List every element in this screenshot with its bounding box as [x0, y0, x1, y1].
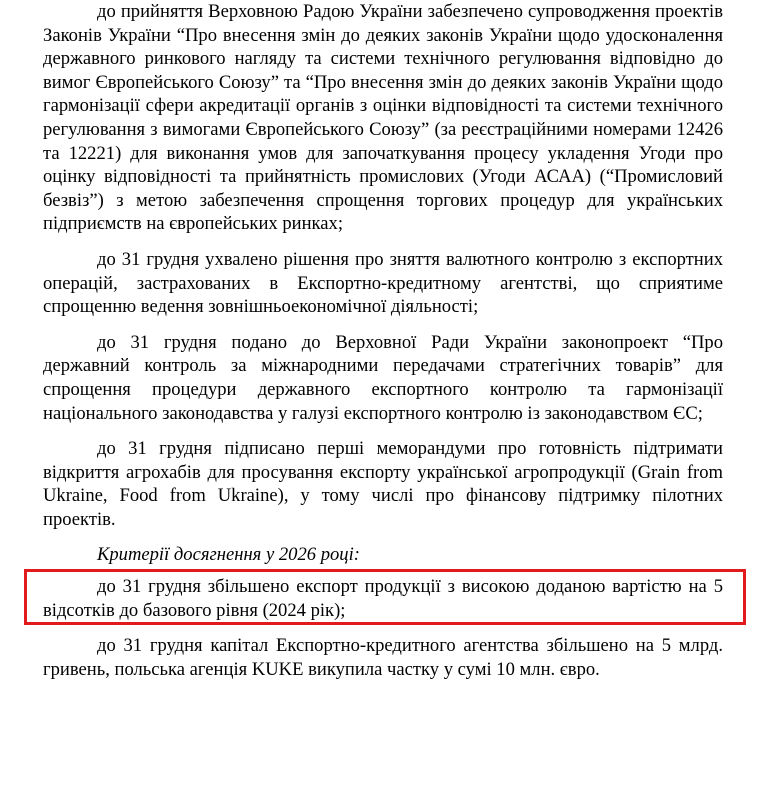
paragraph-acaa-laws: до прийняття Верховною Радою України забезпечено супроводження проектів Законів України “Про внесення змін до деяких законів України щодо удосконалення державного ринкового нагляду та системи технічного регулювання відповідно до вимог Європейського Союзу” та “Про внесення змін до деяких законів України щодо гармонізації сфери акредитації органів з оцінки відповідності та системи технічного регулювання з вимогами Європейського Союзу” (за реєстраційними номерами 12426 та 12221) для виконання умов для започаткування процесу укладення Угоди про оцінку відповідності та прийнятність промислових (Угоди АСАА) (“Промисловий безвіз”) з метою забезпечення спрощення торгових процедур для українських підприємств на європейських ринках;	[43, 1, 723, 235]
highlighted-section	[43, 575, 723, 622]
paragraph-agrohubs-memoranda: до 31 грудня підписано перші меморандуми про готовність підтримати відкриття агрохабів для просування експорту української агропродукції (Grain from Ukraine, Food from Ukraine), у тому числі про фінансову підтримку пілотних проектів.	[43, 438, 723, 530]
paragraph-currency-control: до 31 грудня ухвалено рішення про зняття валютного контролю з експортних операцій, застрахованих в Експортно-кредитному агентстві, що сприятиме спрощенню ведення зовнішньоекономічної діяльності;	[43, 248, 723, 318]
criteria-heading: Критерії досягнення у 2026 році:	[97, 544, 360, 566]
document-page	[43, 0, 723, 693]
paragraph-eca-capital: до 31 грудня капітал Експортно-кредитного агентства збільшено на 5 млрд. гривень, польська агенція KUKE викупила частку у сумі 10 млн. євро.	[43, 635, 723, 680]
paragraph-export-control-bill: до 31 грудня подано до Верховної Ради України законопроект “Про державний контроль за міжнародними передачами стратегічних товарів” для спрощення процедури державного експортного контролю та гармонізації національного законодавства у галузі експортного контролю із законодавством ЄС;	[43, 331, 723, 424]
paragraph-export-growth: до 31 грудня збільшено експорт продукції з високою доданою вартістю на 5 відсотків до базового рівня (2024 рік);	[43, 576, 723, 621]
